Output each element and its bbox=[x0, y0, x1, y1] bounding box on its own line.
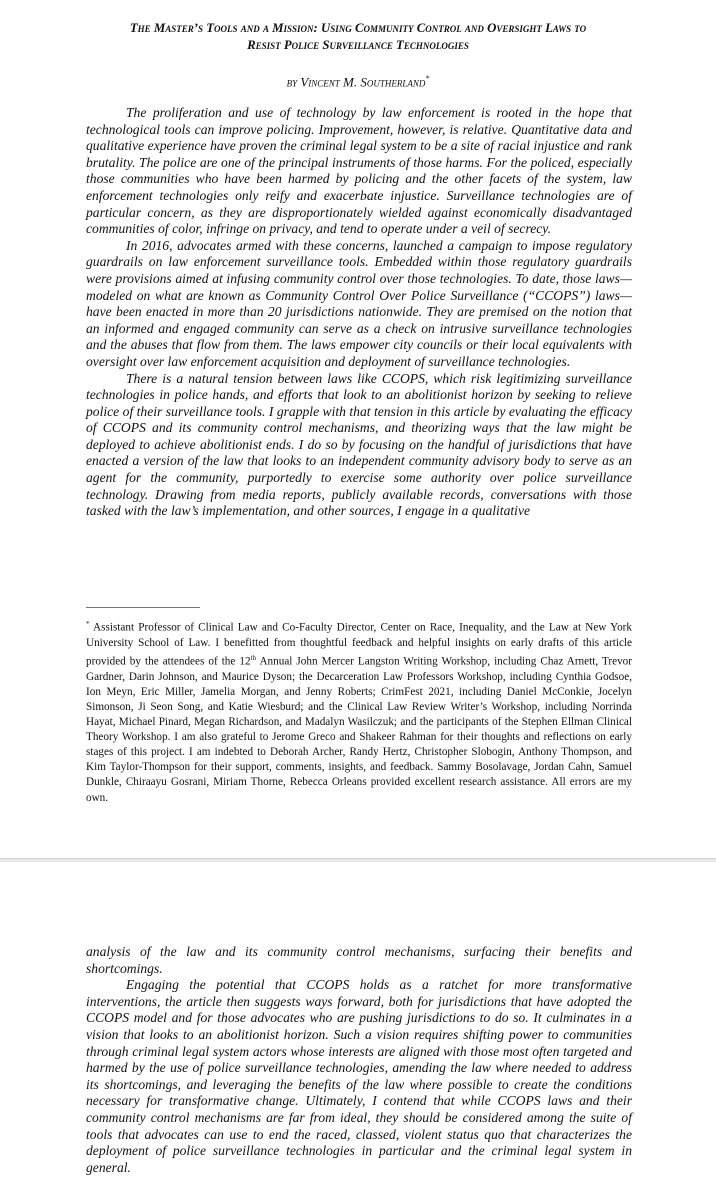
footnote-text-part-2: Annual John Mercer Langston Writing Workshop, including Chaz Arnett, Trevor Gardner, Darin Johnson, and Maurice Dyson; the Decarceration Law Professors Workshop, including Cynthia Godsoe, Ion Meyn, Eric Miller, Jamelia Morgan, and Jenny Roberts; CrimFest 2021, including Daniel McConkie, Jocelyn Simonson, Ji Seon Song, and Katie Wiesburd; and the Clinical Law Review Writer’s Workshop, including Norrinda Hayat, Michael Pinard, Megan Richardson, and Madalyn Wasilczuk; and the participants of the Stephen Ellman Clinical Theory Workshop. I am also grateful to Jerome Greco and Shakeer Rahman for their thoughts and reflections on early stages of this project. I am indebted to Deborah Archer, Randy Hertz, Christopher Slobogin, Anthony Thompson, and Kim Taylor-Thompson for their support, comments, insights, and feedback. Sammy Bosolavage, Jordan Cahn, Samuel Dunkle, Chiraayu Gosrani, Miriam Thorne, Rebecca Orleans provided excellent research assistance. All errors are my own. bbox=[86, 655, 633, 804]
author-prefix: by bbox=[286, 74, 298, 90]
abstract-body bbox=[86, 105, 632, 520]
article-title-line-1: The Master’s Tools and a Mission: Using Community Control and Oversight Laws to bbox=[129, 21, 587, 35]
paragraph: In 2016, advocates armed with these concerns, launched a campaign to impose regulatory guardrails on law enforcement surveillance tools. Embedded within those regulatory guardrails were provisions aimed at infusing community control over those technologies. To date, those laws—modeled on what are known as Community Control Over Police Surveillance (“CCOPS”) laws—have been enacted in more than 20 jurisdictions nationwide. They are premised on the notion that an informed and engaged community can serve as a check on intrusive surveillance technologies and the abuses that flow from them. The laws empower city councils or their local equivalents with oversight over law enforcement acquisition and deployment of surveillance technologies. bbox=[86, 237, 632, 369]
author-name: Vincent M. Southerland bbox=[300, 74, 426, 90]
footnote-text-part-1: Assistant Professor of Clinical Law and Co-Faculty Director, Center on Race, Inequality, and the Law at New York University School of Law. I benefitted from thoughtful feedback and helpful insights on early drafts of this article provided by the attendees of the 12 bbox=[86, 621, 632, 668]
paragraph: The proliferation and use of technology by law enforcement is rooted in the hope that technological tools can improve policing. Improvement, however, is relative. Quantitative data and qualitative experience have proven the criminal legal system to be a site of racial injustice and rank brutality. The police are one of the principal instruments of those harms. For the policed, especially those communities who have been harmed by policing and the other facets of the system, law enforcement technologies only reify and exacerbate injustice. Surveillance technologies are of particular concern, as they are disproportionately wielded against economically disadvantaged communities of color, infringe on privacy, and tend to operate under a veil of secrecy. bbox=[86, 105, 632, 237]
footnote-mark: * bbox=[86, 620, 90, 628]
paragraph: There is a natural tension between laws like CCOPS, which risk legitimizing surveillance technologies in police hands, and efforts that look to an abolitionist horizon by seeking to relieve police of their surveillance tools. I grapple with that tension in this article by evaluating the efficacy of CCOPS and its community control mechanisms, and theorizing ways that the law might be deployed to achieve abolitionist ends. I do so by focusing on the handful of jurisdictions that have enacted a version of the law that looks to an independent community advisory body to serve as an agent for the community, purportedly to exercise some authority over police surveillance technology. Drawing from media reports, publicly available records, conversations with those tasked with the law’s implementation, and other sources, I engage in a qualitative bbox=[86, 370, 632, 519]
abstract-body-continued bbox=[86, 944, 632, 1176]
document-page-2 bbox=[0, 862, 716, 1200]
footnote-divider bbox=[86, 607, 200, 608]
article-title bbox=[60, 20, 656, 54]
author-byline bbox=[60, 70, 656, 90]
article-title-line-2: Resist Police Surveillance Technologies bbox=[247, 38, 469, 52]
author-footnote-mark[interactable]: * bbox=[425, 74, 430, 83]
footnote-ordinal-suffix: th bbox=[250, 653, 257, 662]
author-footnote bbox=[86, 617, 632, 806]
paragraph: Engaging the potential that CCOPS holds as a ratchet for more transformative interventions, the article then suggests ways forward, both for jurisdictions that have adopted the CCOPS model and for those advocates who are pushing jurisdictions to do so. It culminates in a vision that looks to an abolitionist horizon. Such a vision requires shifting power to communities through criminal legal system actors whose interests are aligned with those most often targeted and harmed by the use of police surveillance technologies, amending the law where needed to address its shortcomings, and leveraging the benefits of the law where possible to create the conditions necessary for transformative change. Ultimately, I contend that while CCOPS laws and their community control mechanisms are far from ideal, they should be considered among the suite of tools that advocates can use to end the raced, classed, violent status quo that characterizes the deployment of police surveillance technologies in particular and the criminal legal system in general. bbox=[86, 977, 632, 1175]
paragraph: analysis of the law and its community control mechanisms, surfacing their benefits and shortcomings. bbox=[86, 944, 632, 976]
